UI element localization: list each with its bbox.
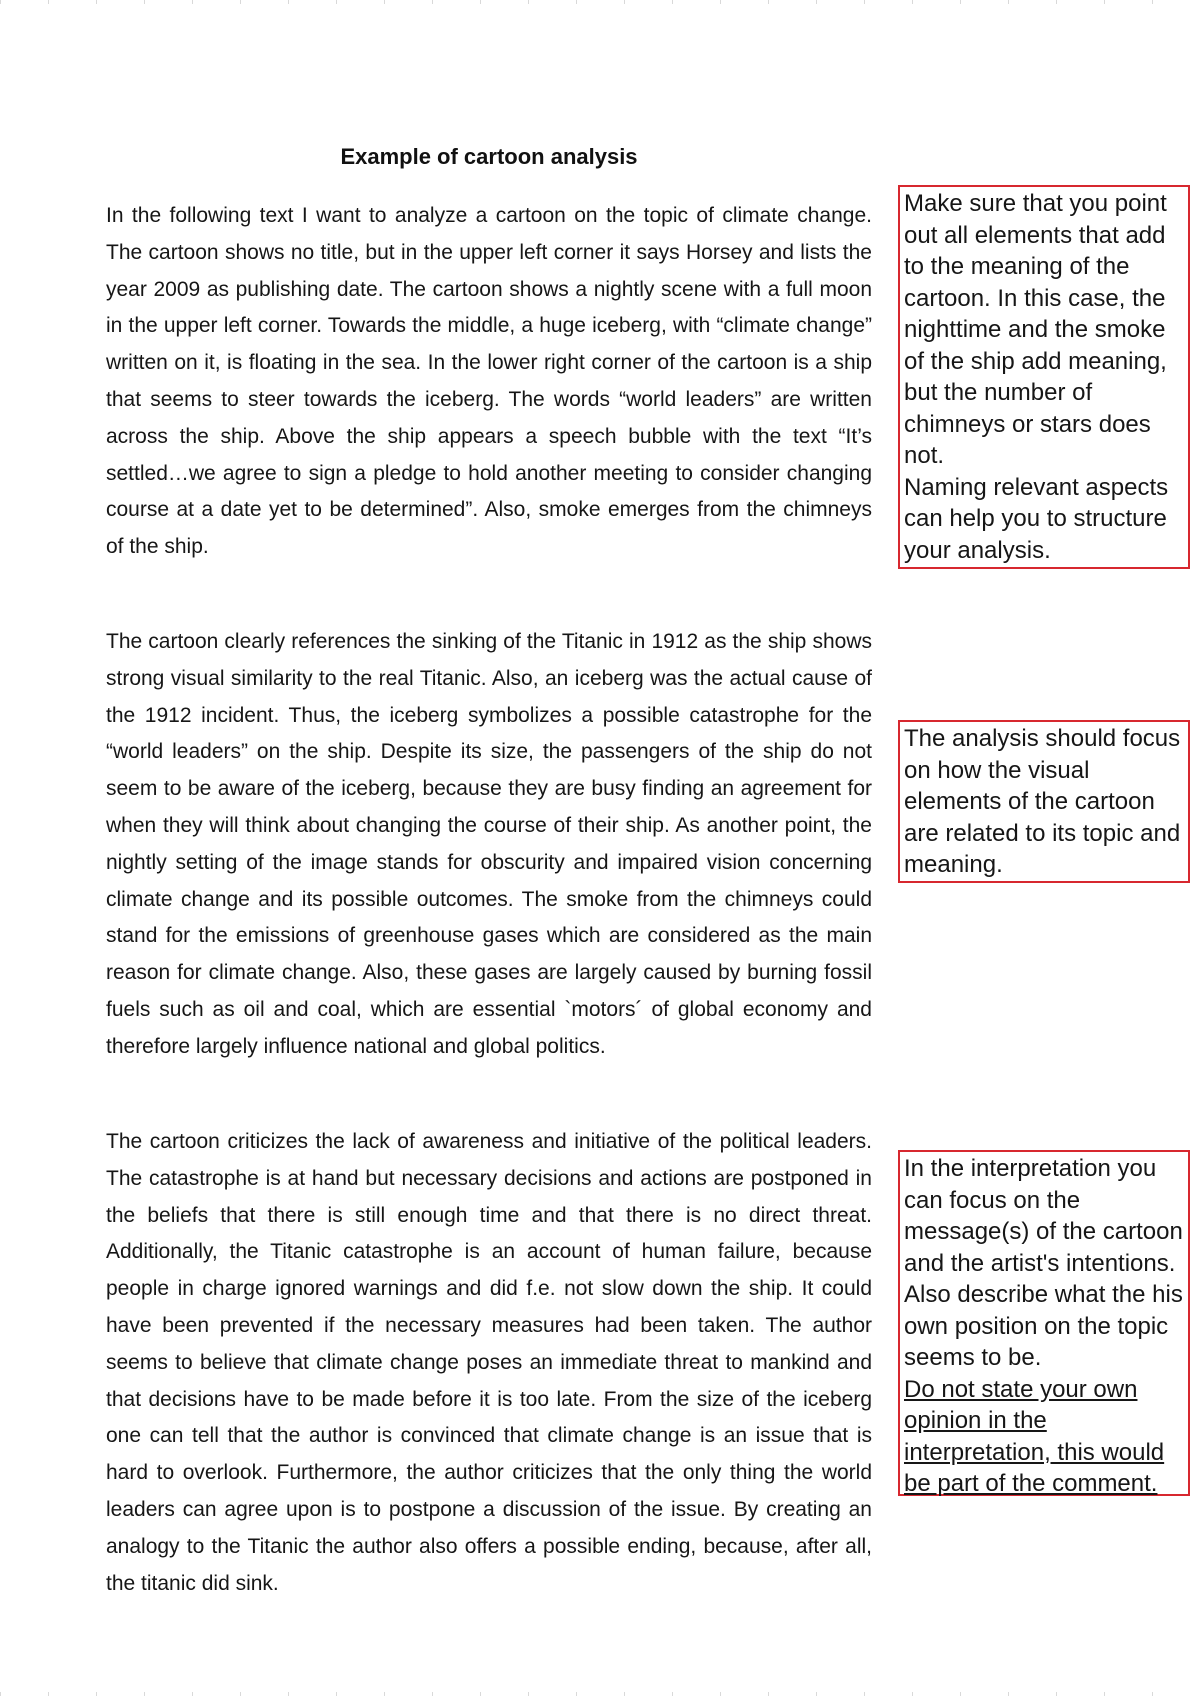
margin-note-text: Make sure that you point out all elements that add to the meaning of the cartoon. In this case, the nighttime and the smoke of the ship add meaning, but the number of chimneys or stars does not. <box>904 190 1167 469</box>
margin-note-extra: Naming relevant aspects can help you to structure your analysis. <box>904 473 1169 564</box>
paragraph-interpretation: The cartoon criticizes the lack of awareness and initiative of the political leaders. The catastrophe is at hand but necessary decisions and actions are postponed in the beliefs that there is still enough time and that there is no direct threat. Additionally, the Titanic catastrophe is an account of human failure, because people in charge ignored warnings and did f.e. not slow down the ship. It could have been prevented if the necessary measures had been taken. The author seems to believe that climate change poses an immediate threat to mankind and that decisions have to be made before it is too late. From the size of the iceberg one can tell that the author is convinced that climate change is an issue that is hard to overlook. Furthermore, the author criticizes that the only thing the world leaders can agree upon is to postpone a discussion of the issue. By creating an analogy to the Titanic the author also offers a possible ending, because, after all, the titanic did sink. <box>106 1130 872 1595</box>
margin-note-text: In the interpretation you can focus on the message(s) of the cartoon and the artist's intentions. Also describe what the his own position on the topic seems to be. <box>904 1155 1183 1371</box>
margin-note-interpretation <box>898 1150 1190 1496</box>
page-bottom-edge <box>0 1692 1200 1696</box>
margin-note-elements <box>898 185 1190 569</box>
margin-note-warning: Do not state your own opinion in the interpretation, this would be part of the comment. <box>904 1375 1165 1497</box>
paragraph-description: In the following text I want to analyze a cartoon on the topic of climate change. The cartoon shows no title, but in the upper left corner it says Horsey and lists the year 2009 as publishing date. The cartoon shows a nightly scene with a full moon in the upper left corner. Towards the middle, a huge iceberg, with “climate change” written on it, is floating in the sea. In the lower right corner of the cartoon is a ship that seems to steer towards the iceberg. The words “world leaders” are written across the ship. Above the ship appears a speech bubble with the text “It’s settled…we agree to sign a pledge to hold another meeting to consider changing course at a date yet to be determined”. Also, smoke emerges from the chimneys of the ship. <box>106 204 872 559</box>
margin-note-analysis <box>898 720 1190 883</box>
page-top-edge <box>0 0 1200 4</box>
margin-note-text: The analysis should focus on how the visual elements of the cartoon are related to its topic and meaning. <box>904 725 1181 878</box>
paragraph-analysis: The cartoon clearly references the sinking of the Titanic in 1912 as the ship shows strong visual similarity to the real Titanic. Also, an iceberg was the actual cause of the 1912 incident. Thus, the iceberg symbolizes a possible catastrophe for the “world leaders” on the ship. Despite its size, the passengers of the ship do not seem to be aware of the iceberg, because they are busy finding an agreement for when they will think about changing the course of their ship. As another point, the nightly setting of the image stands for obscurity and impaired vision concerning climate change and its possible outcomes. The smoke from the chimneys could stand for the emissions of greenhouse gases which are considered as the main reason for climate change. Also, these gases are largely caused by burning fossil fuels such as oil and coal, which are essential `motors´ of global economy and therefore largely influence national and global politics. <box>106 630 872 1058</box>
document-title: Example of cartoon analysis <box>340 144 638 169</box>
